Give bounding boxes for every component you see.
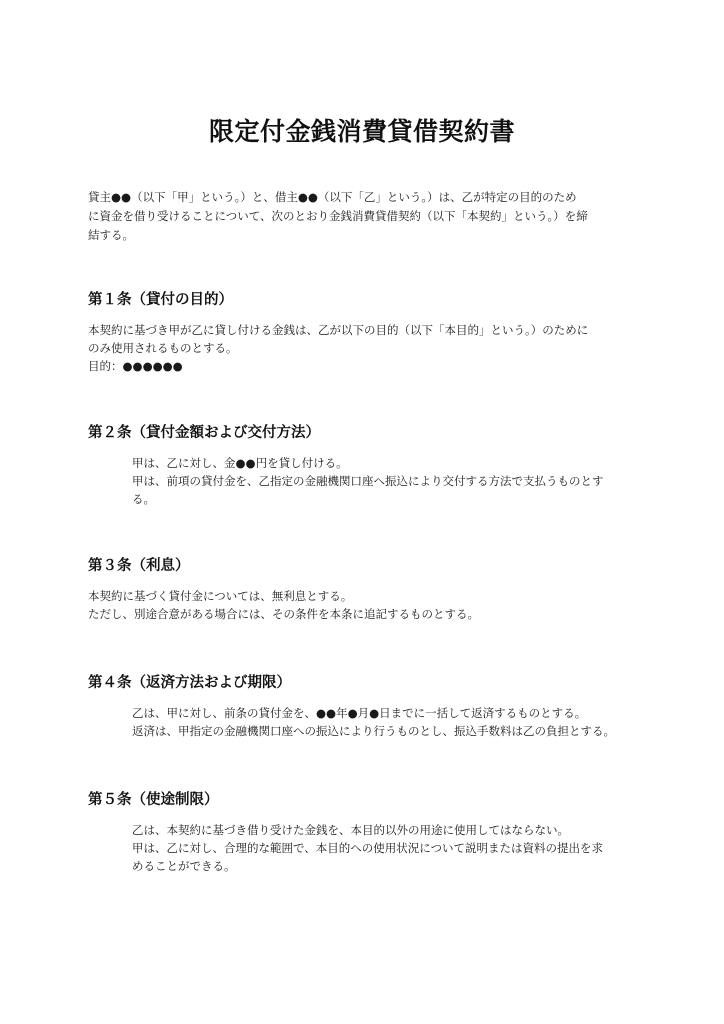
document-title: 限定付金銭消費貸借契約書 (208, 117, 515, 146)
article-4-heading: 第４条（返済方法および期限） (88, 675, 291, 691)
article-4-body (132, 704, 615, 740)
article-line: 甲は、前項の貸付金を、乙指定の金融機関口座へ振込により交付する方法で支払うものとす (132, 474, 604, 488)
article-line: 本契約に基づき甲が乙に貸し付ける金銭は、乙が以下の目的（以下「本目的」という。）のために (88, 323, 589, 337)
article-2-body (132, 454, 604, 508)
article-line: 乙は、甲に対し、前条の貸付金を、●●年●月●日までに一括して返済するものとする。 (132, 706, 587, 720)
article-line: ただし、別途合意がある場合には、その条件を本条に追記するものとする。 (88, 607, 479, 621)
article-1-heading: 第１条（貸付の目的） (88, 292, 233, 308)
article-line: のみ使用されるものとする。 (88, 341, 238, 355)
article-line: 返済は、甲指定の金融機関口座への振込により行うものとし、振込手数料は乙の負担とする。 (132, 724, 615, 738)
article-3-body (88, 587, 479, 623)
article-5-heading: 第５条（使途制限） (88, 792, 219, 808)
article-1-body (88, 321, 588, 375)
preamble (88, 188, 648, 245)
preamble-line: に資金を借り受けることについて、次のとおり金銭消費貸借契約（以下「本契約」という。）を締 (88, 209, 588, 223)
article-line: 甲は、乙に対し、金●●円を貸し付ける。 (132, 456, 348, 470)
preamble-line: 貸主●●（以下「甲」という。）と、借主●●（以下「乙」という。）は、乙が特定の目的のため (88, 190, 577, 204)
article-5-body (132, 821, 603, 875)
article-line: る。 (132, 492, 155, 506)
preamble-line: 結する。 (88, 228, 134, 242)
article-line: 本契約に基づく貸付金については、無利息とする。 (88, 589, 353, 603)
article-line: 乙は、本契約に基づき借り受けた金銭を、本目的以外の用途に使用してはならない。 (132, 823, 569, 837)
article-line: 甲は、乙に対し、合理的な範囲で、本目的への使用状況について説明または資料の提出を求 (132, 841, 604, 855)
article-2-heading: 第２条（貸付金額および交付方法） (88, 425, 320, 441)
article-line: 目的：●●●●●● (88, 359, 183, 373)
article-line: めることができる。 (132, 859, 236, 873)
article-3-heading: 第３条（利息） (88, 558, 190, 574)
